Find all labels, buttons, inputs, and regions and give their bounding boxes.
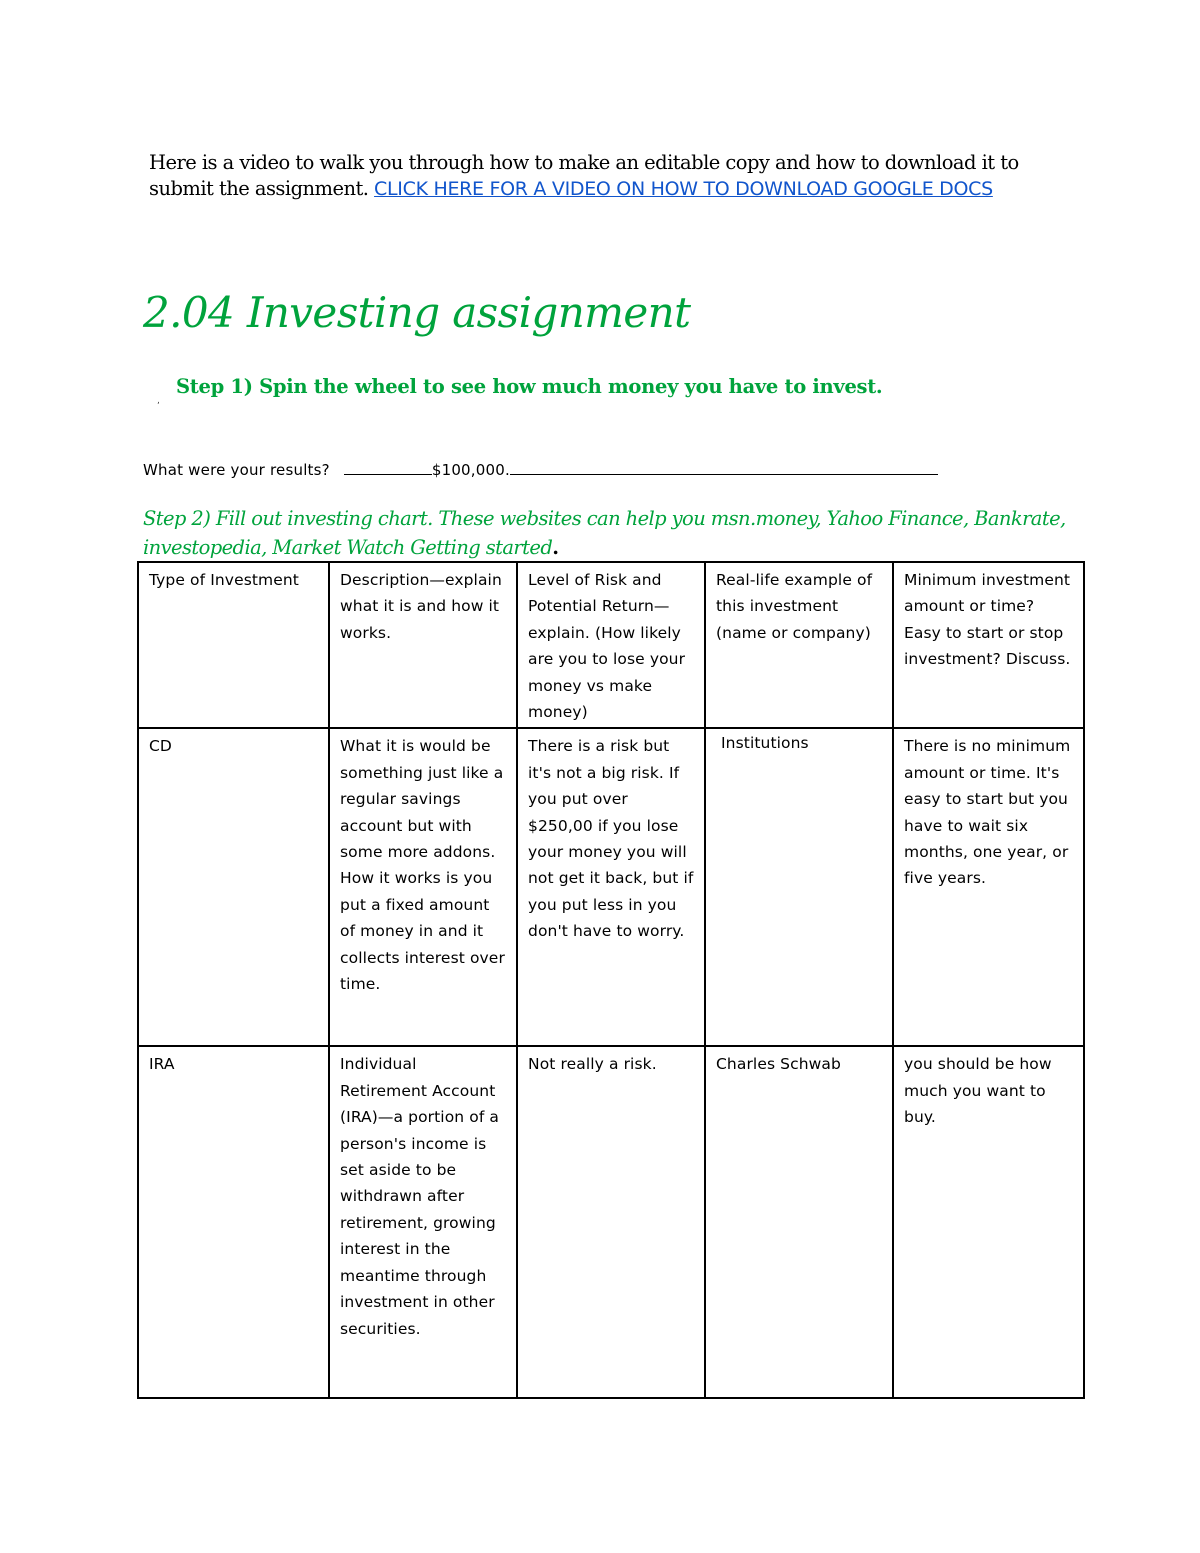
intro-paragraph xyxy=(149,150,1079,202)
intro-text: Here is a video to walk you through how to make an editable copy and how to download it to submit the assignment. xyxy=(149,151,1019,200)
table-row xyxy=(138,1046,1084,1398)
cell-description[interactable]: What it is would be something just like a regular savings account but with some more addons. How it works is you put a fixed amount of money in and it collects interest over time. xyxy=(329,728,517,1046)
page-title: 2.04 Investing assignment xyxy=(143,288,691,337)
results-label: What were your results? xyxy=(143,461,330,479)
header-cell-example: Real-life example of this investment (name or company) xyxy=(705,562,893,728)
step1-heading: Step 1) Spin the wheel to see how much money you have to invest. xyxy=(176,375,883,398)
header-cell-risk: Level of Risk and Potential Return—explain. (How likely are you to lose your money vs make money) xyxy=(517,562,705,728)
cell-minimum[interactable]: There is no minimum amount or time. It's easy to start but you have to wait six months, one year, or five years. xyxy=(893,728,1084,1046)
results-line xyxy=(143,460,938,479)
table-header-row xyxy=(138,562,1084,728)
table-row xyxy=(138,728,1084,1046)
cell-risk[interactable]: Not really a risk. xyxy=(517,1046,705,1398)
header-cell-type: Type of Investment xyxy=(138,562,329,728)
step1-marker: , xyxy=(157,396,160,406)
cell-example[interactable] xyxy=(705,728,893,1046)
cell-type[interactable]: IRA xyxy=(138,1046,329,1398)
cell-risk[interactable]: There is a risk but it's not a big risk. If you put over $250,00 if you lose your money you will not get it back, but if you put less in you don't have to worry. xyxy=(517,728,705,1046)
cell-type[interactable]: CD xyxy=(138,728,329,1046)
step2-heading xyxy=(143,504,1083,562)
header-cell-description: Description—explain what it is and how it works. xyxy=(329,562,517,728)
cell-example[interactable]: Charles Schwab xyxy=(705,1046,893,1398)
step2-period: . xyxy=(552,536,559,559)
cell-description[interactable]: Individual Retirement Account (IRA)—a portion of a person's income is set aside to be withdrawn after retirement, growing interest in the meantime through investment in other securities. xyxy=(329,1046,517,1398)
results-blank-left xyxy=(344,460,432,475)
results-blank-right xyxy=(510,460,938,475)
results-answer[interactable]: $100,000. xyxy=(431,461,510,479)
investing-chart xyxy=(137,561,1085,1399)
step2-text: Step 2) Fill out investing chart. These websites can help you msn.money, Yahoo Finance, Bankrate, investopedia, Market Watch Getting started xyxy=(143,507,1066,559)
cell-minimum[interactable]: you should be how much you want to buy. xyxy=(893,1046,1084,1398)
cell-example-text: Institutions xyxy=(719,730,811,756)
header-cell-minimum: Minimum investment amount or time? Easy to start or stop investment? Discuss. xyxy=(893,562,1084,728)
video-help-link[interactable]: CLICK HERE FOR A VIDEO ON HOW TO DOWNLOAD GOOGLE DOCS xyxy=(374,178,993,200)
